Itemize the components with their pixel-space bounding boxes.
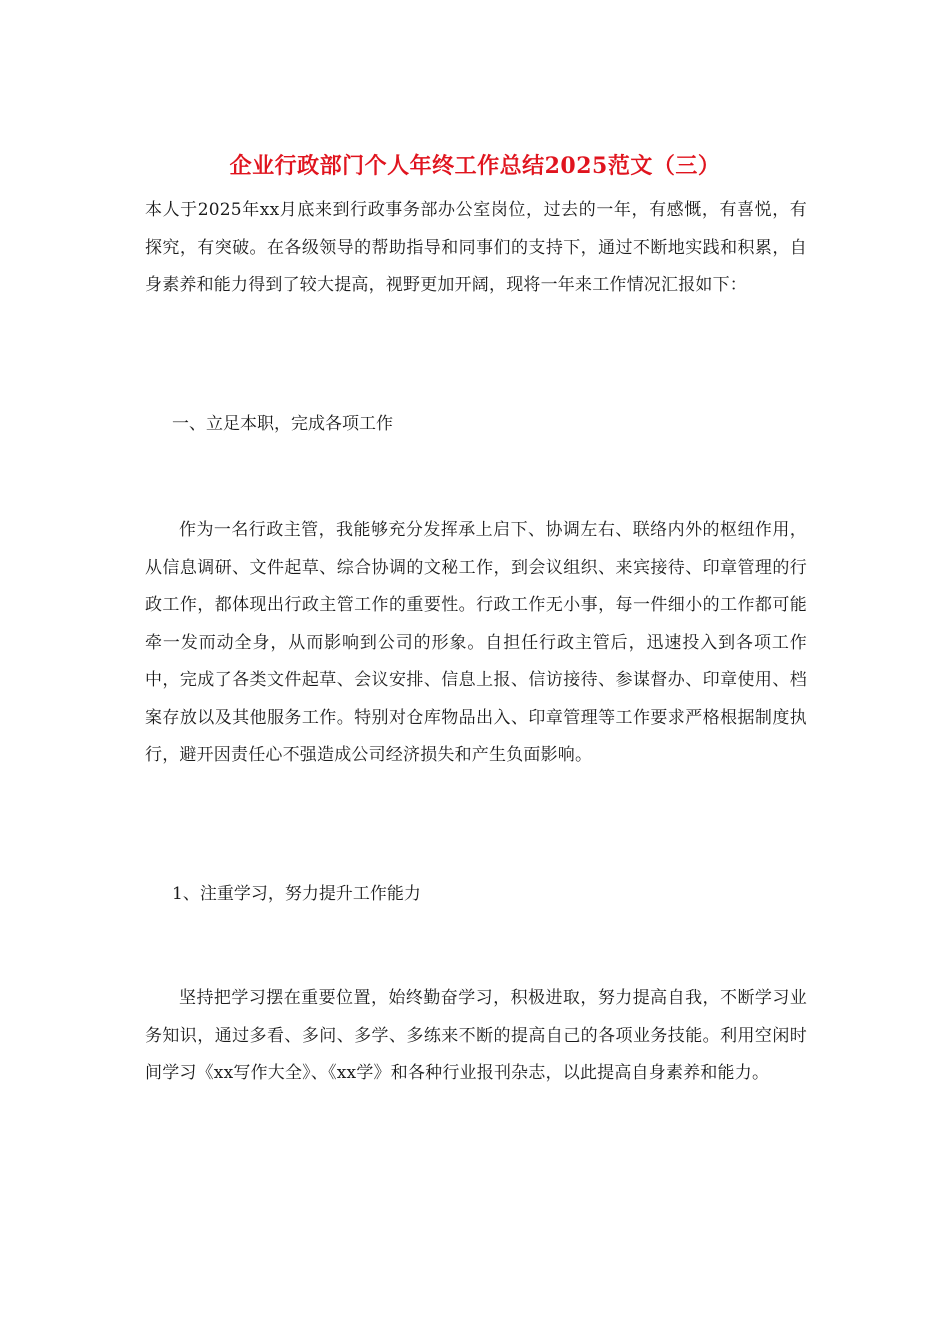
section-heading-1: 一、立足本职，完成各项工作 — [172, 414, 393, 434]
body-paragraph-1: 作为一名行政主管，我能够充分发挥承上启下、协调左右、联络内外的枢纽作用，从信息调研、文件起草、综合协调的文秘工作，到会议组织、来宾接待、印章管理的行政工作，都体现出行政主管工作的重要性。行政工作无小事，每一件细小的工作都可能牵一发而动全身，从而影响到公司的形象。自担任行政主管后，迅速投入到各项工作中，完成了各类文件起草、会议安排、信息上报、信访接待、参谋督办、印章使用、档案存放以及其他服务工作。特别对仓库物品出入、印章管理等工作要求严格根据制度执行，避开因责任心不强造成公司经济损失和产生负面影响。 — [145, 520, 807, 765]
body-paragraph-2: 坚持把学习摆在重要位置，始终勤奋学习，积极进取，努力提高自我，不断学习业务知识，通过多看、多问、多学、多练来不断的提高自己的各项业务技能。利用空闲时间学习《xx写作大全》、《xx学》和各种行业报刊杂志，以此提高自身素养和能力。 — [145, 988, 807, 1083]
intro-paragraph: 本人于2025年xx月底来到行政事务部办公室岗位，过去的一年，有感慨，有喜悦，有探究，有突破。在各级领导的帮助指导和同事们的支持下，通过不断地实践和积累，自身素养和能力得到了较大提高，视野更加开阔，现将一年来工作情况汇报如下： — [145, 200, 807, 295]
document-title: 企业行政部门个人年终工作总结2025范文（三） — [229, 153, 721, 179]
subsection-heading-1: 1、注重学习，努力提升工作能力 — [172, 884, 421, 904]
